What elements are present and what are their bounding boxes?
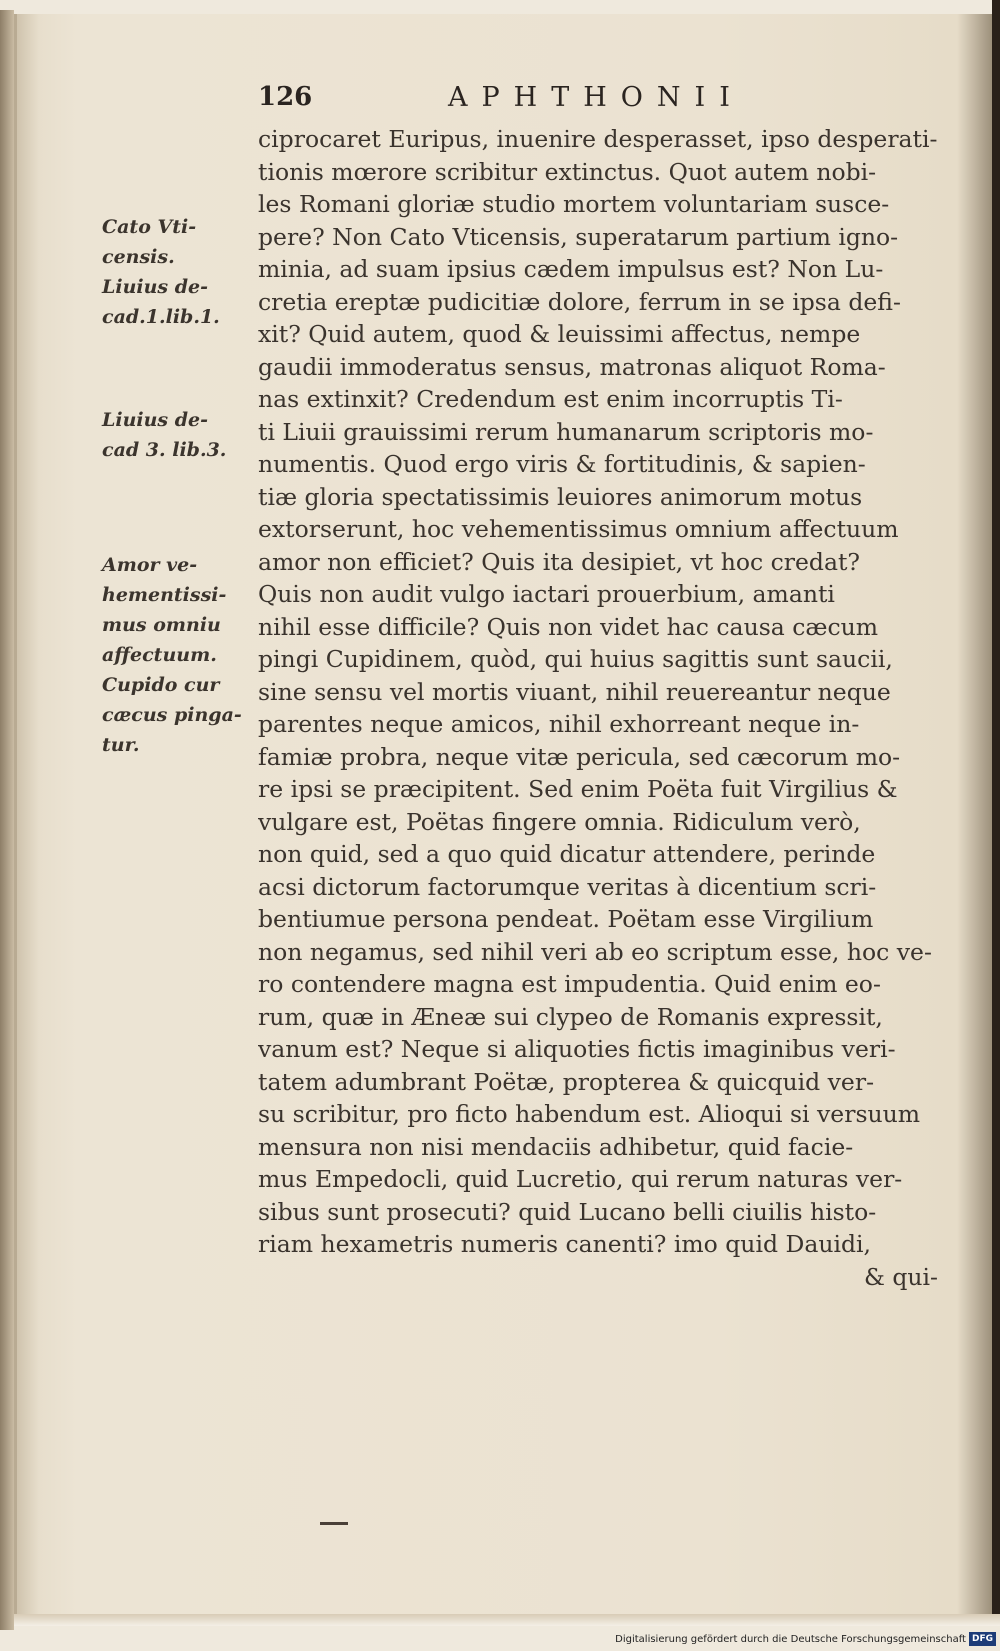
book-left-edge [0,10,14,1630]
marginal-note-line: Liuius de- [102,409,208,431]
marginal-note-line: Cato Vti- [102,216,197,238]
text-line: acsi dictorum factorumque veritas à dicentium scri- [258,872,877,901]
text-line: rum, quæ in Æneæ sui clypeo de Romanis expressit, [258,1002,883,1031]
marginal-note-line: Liuius de- [102,276,208,298]
text-line: famiæ probra, neque vitæ pericula, sed cæcorum mo- [258,742,901,771]
book-right-edge [992,0,1000,1625]
page-header [258,82,938,112]
marginal-note-line: Cupido cur [102,674,220,696]
marginal-note-line: censis. [102,246,175,268]
text-line: non negamus, sed nihil veri ab eo scriptum esse, hoc ve- [258,937,932,966]
text-line: sibus sunt prosecuti? quid Lucano belli ciuilis histo- [258,1197,877,1226]
page-number: 126 [258,82,313,112]
marginal-note-line: cad.1.lib.1. [102,306,220,328]
running-head: APHTHONII [448,82,744,113]
marginal-note-line: mus omniu [102,614,221,636]
marginal-note-line: Amor ve- [102,554,198,576]
text-line: ciprocaret Euripus, inuenire desperasset, ipso desperati- [258,125,938,153]
text-line: nihil esse difficile? Quis non videt hac causa cæcum [258,612,879,641]
body-text [258,123,938,1293]
page-footer [615,1631,996,1647]
catchword: & qui- [863,1262,938,1291]
ink-mark [320,1522,348,1525]
dfg-logo-icon: DFG [969,1632,996,1646]
marginal-note-line: tur. [102,734,140,756]
text-line: amor non efficiet? Quis ita desipiet, vt hoc credat? [258,547,861,576]
text-line: su scribitur, pro ficto habendum est. Alioqui si versuum [258,1100,921,1128]
text-line: tiæ gloria spectatissimis leuiores animorum motus [258,482,863,511]
text-line: mensura non nisi mendaciis adhibetur, quid facie- [258,1132,854,1161]
text-line: ro contendere magna est impudentia. Quid enim eo- [258,970,881,998]
text-line: mus Empedocli, quid Lucretio, qui rerum naturas ver- [258,1165,903,1193]
text-line: re ipsi se præcipitent. Sed enim Poëta fuit Virgilius & [258,775,898,803]
text-line: numentis. Quod ergo viris & fortitudinis, & sapien- [258,450,866,478]
book-bottom-edge [14,1614,1000,1626]
digitization-credit: Digitalisierung gefördert durch die Deutsche Forschungsgemeinschaft [615,1633,966,1645]
text-line: extorserunt, hoc vehementissimus omnium affectuum [258,515,899,543]
marginal-note-line: affectuum. [102,644,217,666]
text-line: sine sensu vel mortis viuant, nihil reuereantur neque [258,677,891,706]
text-line: minia, ad suam ipsius cædem impulsus est? Non Lu- [258,255,884,283]
text-line: parentes neque amicos, nihil exhorreant neque in- [258,710,860,738]
text-line: vulgare est, Poëtas fingere omnia. Ridiculum verò, [258,807,861,836]
marginal-note-line: hementissi- [102,584,227,606]
marginal-note-line: cæcus pinga- [102,704,242,726]
text-line: vanum est? Neque si aliquoties fictis imaginibus veri- [258,1035,896,1063]
text-line: non quid, sed a quo quid dicatur attendere, perinde [258,840,876,868]
text-line: riam hexametris numeris canenti? imo quid Dauidi, [258,1230,872,1258]
marginal-note-liuius [102,405,252,465]
text-line: tatem adumbrant Poëtæ, propterea & quicquid ver- [258,1067,875,1096]
text-line: xit? Quid autem, quod & leuissimi affectus, nempe [258,320,861,348]
text-line: cretia ereptæ pudicitiæ dolore, ferrum in se ipsa defi- [258,287,901,316]
marginal-note-amor [102,550,252,760]
text-line: pere? Non Cato Vticensis, superatarum partium igno- [258,222,899,251]
marginal-note-line: cad 3. lib.3. [102,439,227,461]
text-line: Quis non audit vulgo iactari prouerbium, amanti [258,580,835,608]
text-line: tionis mœrore scribitur extinctus. Quot autem nobi- [258,157,877,186]
text-line: pingi Cupidinem, quòd, qui huius sagittis sunt saucii, [258,645,893,673]
text-line: gaudii immoderatus sensus, matronas aliquot Roma- [258,352,886,381]
text-line: les Romani gloriæ studio mortem voluntariam susce- [258,190,890,218]
text-line: nas extinxit? Credendum est enim incorruptis Ti- [258,385,843,413]
text-line: ti Liuii grauissimi rerum humanarum scriptoris mo- [258,417,874,446]
marginal-note-cato [102,212,252,332]
text-line: bentiumue persona pendeat. Poëtam esse Virgilium [258,905,874,933]
